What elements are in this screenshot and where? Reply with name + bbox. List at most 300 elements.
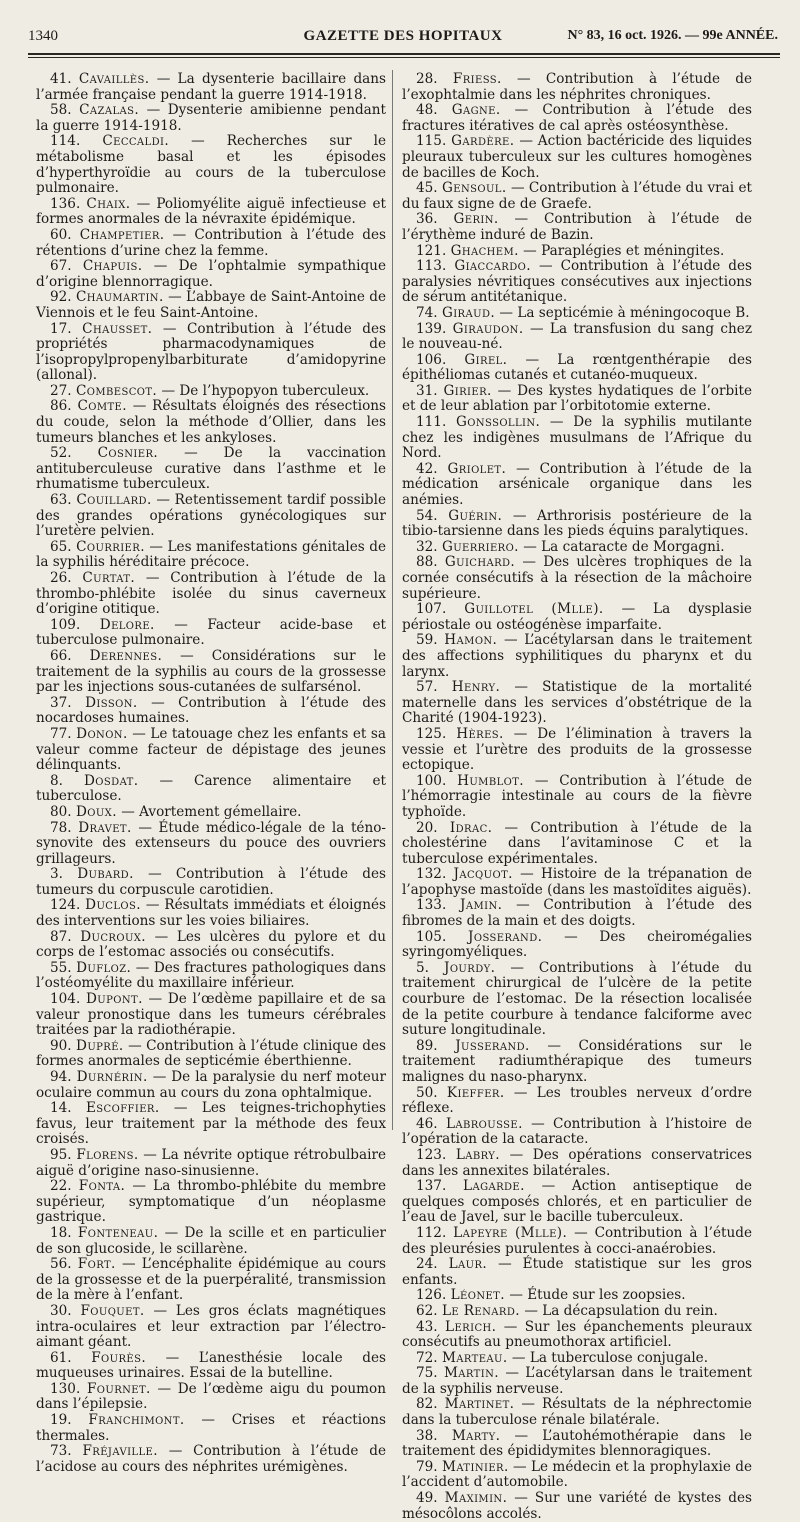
thesis-title: — L’abbaye de Saint-Antoine de Viennois et le feu Saint-Antoine.	[36, 289, 386, 321]
thesis-title: — Contribution à l’étude de la médication arsénicale organique dans les anémies.	[402, 460, 753, 509]
author-name: Henry.	[451, 679, 501, 696]
journal-title: GAZETTE DES HOPITAUX	[303, 28, 503, 44]
thesis-entry	[402, 244, 752, 260]
thesis-entry	[36, 228, 386, 259]
thesis-entry	[402, 212, 752, 243]
entry-number: 82.	[416, 1396, 438, 1413]
author-name: Duclos.	[85, 897, 141, 914]
header-rule-thin	[28, 57, 780, 58]
author-name: Dupont.	[86, 991, 143, 1008]
thesis-entry	[36, 493, 386, 540]
author-name: Idrac.	[449, 819, 493, 836]
thesis-entry	[402, 680, 752, 727]
author-name: Martin.	[443, 1365, 499, 1382]
entry-number: 106.	[416, 351, 447, 368]
author-name: Girier.	[443, 382, 492, 399]
thesis-entry	[402, 103, 752, 134]
entry-number: 41.	[50, 71, 72, 87]
entry-number: 111.	[416, 414, 447, 431]
thesis-entry	[36, 1382, 386, 1413]
entry-number: 27.	[50, 382, 72, 399]
thesis-entry	[402, 1288, 752, 1304]
author-name: Martinet.	[444, 1396, 515, 1413]
author-name: Jusserand.	[455, 1037, 530, 1054]
thesis-entry	[36, 399, 386, 446]
entry-number: 54.	[416, 507, 438, 524]
thesis-title: — La transfusion du sang chez le nouveau-né.	[402, 320, 752, 353]
entry-number: 114.	[50, 133, 81, 150]
thesis-title: — Crises et réactions thermales.	[36, 1412, 386, 1444]
thesis-entry	[402, 134, 752, 181]
entry-number: 24.	[416, 1256, 438, 1273]
author-name: Comte.	[77, 398, 127, 415]
thesis-title: — La tuberculose conjugale.	[511, 1349, 709, 1366]
thesis-entry	[36, 805, 386, 821]
thesis-title: — Contribution à l’étude des tumeurs du corpuscule carotidien.	[36, 866, 386, 898]
thesis-entry	[402, 259, 752, 306]
author-name: Cavaillès.	[78, 71, 150, 87]
thesis-entry	[402, 821, 752, 868]
author-name: Chaumartin.	[76, 289, 164, 306]
thesis-entry	[402, 1117, 752, 1148]
author-name: Champetier.	[79, 226, 165, 243]
author-name: Ceccaldi.	[102, 133, 170, 150]
entry-number: 75.	[416, 1365, 438, 1382]
thesis-entry	[36, 571, 386, 618]
entry-number: 66.	[50, 647, 72, 664]
thesis-title: — Contribution à l’étude du vrai et du faux signe de de Graefe.	[402, 180, 752, 212]
thesis-title: — Avortement gémellaire.	[121, 803, 302, 820]
entry-number: 22.	[50, 1178, 72, 1195]
author-name: Dufloz.	[76, 959, 132, 976]
thesis-entry	[402, 353, 752, 384]
thesis-entry	[36, 1257, 386, 1304]
thesis-title: — La rœntgenthérapie des épithéliomas cutanés et cutanéo-muqueux.	[402, 351, 752, 384]
thesis-entry	[402, 1320, 752, 1351]
author-name: Fréjaville.	[82, 1443, 158, 1460]
thesis-entry	[402, 384, 752, 415]
thesis-entry	[36, 384, 386, 400]
thesis-entry	[36, 290, 386, 321]
thesis-title: — Sur une variété de kystes des mésocôlons accolés.	[402, 1490, 752, 1522]
author-name: Giaccardo.	[454, 258, 531, 275]
thesis-title: — Contribution à l’étude de la thrombo-phlébite isolée du sinus caverneux d’origine otitique.	[36, 570, 386, 618]
entry-number: 78.	[50, 819, 72, 836]
thesis-entry	[36, 134, 386, 196]
page-header	[28, 28, 778, 50]
entry-number: 89.	[416, 1037, 438, 1054]
thesis-entry	[402, 555, 752, 602]
entry-number: 57.	[416, 679, 438, 696]
author-name: Dosdat.	[84, 772, 139, 789]
thesis-title: — Action bactéricide des liquides pleuraux tuberculeux sur les cultures homogènes de bacilles de Koch.	[402, 133, 752, 181]
thesis-title: — De l’œdème papillaire et de sa valeur pronostique dans les tumeurs cérébrales traitées par la radiothérapie.	[36, 991, 386, 1039]
author-name: Chaix.	[86, 195, 131, 212]
thesis-title: — L’autohémothérapie dans le traitement des épididymites blennoragiques.	[402, 1427, 752, 1460]
thesis-entry	[36, 1226, 386, 1257]
entry-number: 61.	[50, 1349, 72, 1366]
author-name: Griolet.	[447, 460, 507, 477]
entry-number: 107.	[416, 601, 447, 618]
author-name: Matinier.	[442, 1458, 509, 1475]
thesis-title: — De la paralysie du nerf moteur oculaire commun au cours du zona ophtalmique.	[36, 1069, 387, 1101]
author-name: Léonet.	[450, 1287, 505, 1304]
entry-number: 72.	[416, 1349, 438, 1366]
thesis-title: — L’acétylarsan dans le traitement de la syphilis nerveuse.	[402, 1365, 753, 1397]
thesis-entry	[36, 1101, 386, 1148]
thesis-title: — L’anesthésie locale des muqueuses urinaires. Essai de la butelline.	[36, 1349, 386, 1382]
thesis-entry	[36, 72, 386, 103]
author-name: Marty.	[451, 1427, 501, 1444]
thesis-entry	[36, 1351, 386, 1382]
entry-number: 30.	[50, 1302, 72, 1319]
thesis-title: — De la scille et en particulier de son glucoside, le scillarène.	[36, 1224, 387, 1257]
thesis-entry	[402, 1179, 752, 1226]
author-name: Hamon.	[444, 632, 498, 649]
entry-number: 32.	[416, 538, 438, 555]
thesis-title: — Contribution à l’étude des nocardoses humaines.	[36, 694, 386, 727]
author-name: Guerriero.	[441, 538, 519, 555]
thesis-title: — Contribution à l’histoire de l’opération de la cataracte.	[402, 1115, 752, 1148]
entry-number: 63.	[50, 492, 72, 509]
thesis-entry	[36, 1070, 386, 1101]
thesis-title: — Les teignes-trichophyties favus, leur traitement par la méthode des feux croisés.	[36, 1100, 386, 1148]
entry-number: 87.	[50, 928, 72, 945]
entry-number: 94.	[50, 1069, 72, 1085]
thesis-title: — La névrite optique rétrobulbaire aiguë d’origine naso-sinusienne.	[36, 1146, 386, 1179]
author-name: Kieffer.	[446, 1084, 505, 1101]
thesis-entry	[36, 103, 386, 134]
thesis-entry	[36, 1444, 386, 1475]
thesis-title: — Poliomyélite aiguë infectieuse et formes anormales de la névraxite épidémique.	[36, 195, 386, 228]
author-name: Combescot.	[75, 382, 158, 399]
author-name: Gensoul.	[442, 180, 507, 197]
thesis-title: — La dysenterie bacillaire dans l’armée française pendant la guerre 1914-1918.	[36, 71, 386, 103]
thesis-entry	[402, 1039, 752, 1086]
thesis-title: — Des cheiromégalies syringomyéliques.	[402, 928, 752, 961]
entry-number: 60.	[50, 226, 72, 243]
thesis-entry	[36, 867, 386, 898]
thesis-title: — Étude statistique sur les gros enfants.	[402, 1256, 752, 1288]
right-column	[402, 71, 753, 1522]
author-name: Gardère.	[451, 133, 515, 150]
thesis-title: — La cataracte de Morgagni.	[523, 538, 725, 555]
entry-number: 67.	[50, 258, 72, 275]
entry-number: 28.	[416, 71, 438, 87]
thesis-title: — Statistique de la mortalité maternelle dans les services d’obstétrique de la Charité (1904-1923).	[402, 679, 752, 727]
thesis-title: — Les ulcères du pylore et du corps de l’estomac associés ou consécutifs.	[36, 928, 387, 961]
entry-number: 37.	[50, 694, 72, 711]
author-name: Dubard.	[77, 866, 134, 883]
thesis-entry	[402, 1397, 752, 1428]
thesis-entry	[402, 509, 752, 540]
entry-number: 3.	[50, 866, 63, 883]
author-name: Durnérin.	[76, 1069, 148, 1085]
author-name: Dupré.	[76, 1037, 124, 1054]
thesis-entry	[402, 867, 752, 898]
thesis-title: — Contribution à l’étude des propriétés pharmacodynamiques de l’isopropylpropenylbarbiturate d’amidopyrine (allonal).	[36, 320, 386, 384]
author-name: Chausset.	[82, 320, 153, 337]
thesis-title: — Étude sur les zoopsies.	[509, 1287, 686, 1304]
author-name: Labry.	[455, 1146, 501, 1163]
thesis-entry	[402, 1460, 752, 1491]
thesis-entry	[402, 1491, 752, 1522]
thesis-title: — Arthrorisis postérieure de la tibio-tarsienne dans les pieds équins paralytiques.	[402, 507, 752, 540]
thesis-entry	[36, 540, 386, 571]
author-name: Fonteneau.	[77, 1224, 159, 1241]
entry-number: 125.	[416, 725, 447, 742]
entry-number: 130.	[50, 1380, 81, 1397]
thesis-title: — Les gros éclats magnétiques intra-oculaires et leur extraction par l’électro-aimant géant.	[36, 1302, 386, 1351]
thesis-entry	[36, 727, 386, 774]
thesis-title: — Des fractures pathologiques dans l’ostéomyélite du maxillaire inférieur.	[36, 959, 386, 992]
entry-number: 112.	[416, 1224, 447, 1241]
author-name: Jamin.	[460, 897, 503, 914]
author-name: Girel.	[464, 351, 508, 368]
entry-number: 123.	[416, 1146, 447, 1163]
thesis-entry	[402, 1366, 752, 1397]
author-name: Lerich.	[445, 1318, 497, 1335]
thesis-entry	[402, 1148, 752, 1179]
author-name: Guichard.	[444, 554, 516, 571]
issue-info: N° 83, 16 oct. 1926. — 99e ANNÉE.	[567, 28, 778, 43]
thesis-title: — Contribution à l’étude des fibromes de la main et des doigts.	[402, 897, 752, 930]
author-name: Ghachem.	[450, 242, 519, 259]
author-name: Franchimont.	[88, 1412, 185, 1429]
author-name: Humblot.	[457, 772, 524, 789]
thesis-title: — L’acétylarsan dans le traitement des affections syphilitiques du pharynx et du larynx.	[402, 632, 752, 680]
entry-number: 50.	[416, 1084, 438, 1101]
page-number: 1340	[28, 28, 58, 44]
entry-number: 137.	[416, 1178, 447, 1195]
entry-number: 8.	[50, 772, 63, 789]
entry-number: 105.	[416, 928, 447, 945]
entry-number: 45.	[416, 180, 438, 197]
author-name: Friess.	[452, 71, 502, 87]
thesis-entry	[36, 1148, 386, 1179]
thesis-entry	[402, 898, 752, 929]
entry-number: 26.	[50, 570, 72, 586]
entry-number: 109.	[50, 616, 81, 633]
thesis-title: — La dysplasie périostale ou ostéogénèse imparfaite.	[402, 601, 752, 633]
thesis-entry	[36, 696, 386, 727]
thesis-title: — Contribution à l’étude de l’hémorragie intestinale au cours de la fièvre typhoïde.	[402, 772, 753, 820]
thesis-title: — Considérations sur le traitement de la syphilis au cours de la grossesse par les injections sous-cutanées de sulfarsénol.	[36, 647, 387, 696]
author-name: Gagne.	[451, 102, 501, 119]
thesis-title: — De l’œdème aigu du poumon dans l’épilepsie.	[36, 1380, 386, 1413]
entry-number: 18.	[50, 1224, 72, 1241]
author-name: Fouquet.	[80, 1302, 145, 1319]
thesis-entry	[402, 181, 752, 212]
author-name: Giraud.	[441, 304, 496, 321]
thesis-title: — Contribution à l’étude des fractures itératives de cal après ostéosynthèse.	[402, 102, 752, 134]
thesis-title: — Histoire de la trépanation de l’apophyse mastoïde (dans les mastoïdites aiguës).	[402, 866, 753, 898]
thesis-entry	[402, 1086, 752, 1117]
entry-number: 74.	[416, 304, 438, 321]
thesis-title: — Considérations sur le traitement radiumthérapique des tumeurs malignes du naso-pharynx.	[402, 1037, 752, 1085]
author-name: Marteau.	[441, 1349, 508, 1366]
author-name: Laur.	[448, 1256, 488, 1273]
author-name: Giraudon.	[452, 320, 524, 337]
thesis-entry	[402, 1226, 752, 1257]
author-name: Doux.	[75, 803, 117, 820]
thesis-entry	[36, 961, 386, 992]
entry-number: 46.	[416, 1115, 438, 1132]
entry-number: 36.	[416, 211, 438, 228]
author-name: Fonta.	[78, 1178, 126, 1195]
thesis-title: — De l’élimination à travers la vessie et l’urètre des produits de la grossesse ectopique.	[402, 725, 752, 774]
entry-number: 73.	[50, 1443, 72, 1460]
author-name: Gonssollin.	[455, 414, 541, 431]
thesis-title: — Le tatouage chez les enfants et sa valeur comme facteur de dépistage des jeunes délinquants.	[36, 725, 386, 774]
thesis-entry	[36, 1304, 386, 1351]
author-name: Chapuis.	[82, 258, 143, 275]
author-name: Jourdy.	[443, 959, 496, 976]
thesis-title: — De la syphilis mutilante chez les indigènes musulmans de l’Afrique du Nord.	[402, 414, 752, 462]
thesis-title: — Des ulcères trophiques de la cornée consécutifs à la résection de la mâchoire supérieure.	[402, 554, 752, 602]
thesis-entry	[36, 898, 386, 929]
author-name: Donon.	[76, 725, 128, 742]
thesis-entry	[402, 540, 752, 556]
entry-number: 14.	[50, 1100, 72, 1117]
thesis-title: — Contribution à l’étude de la cholestérine dans l’avitaminose C et la tuberculose expérimentales.	[402, 819, 752, 867]
thesis-title: — Contribution à l’étude des paralysies névritiques consécutives aux injections de sérum antitétanique.	[402, 258, 752, 306]
entry-number: 62.	[416, 1302, 438, 1319]
entry-number: 126.	[416, 1287, 447, 1304]
entry-number: 19.	[50, 1412, 72, 1429]
thesis-title: — Le médecin et la prophylaxie de l’accident d’automobile.	[402, 1458, 753, 1491]
thesis-title: — Contribution à l’étude de l’érythème induré de Bazin.	[402, 211, 753, 243]
entry-number: 20.	[416, 819, 438, 836]
author-name: Dravet.	[78, 819, 132, 836]
thesis-entry	[402, 727, 752, 774]
author-name: Labrousse.	[445, 1115, 523, 1132]
thesis-title: — Dysenterie amibienne pendant la guerre 1914-1918.	[36, 102, 386, 134]
author-name: Cosnier.	[97, 445, 159, 462]
author-name: Jacquot.	[453, 866, 513, 883]
thesis-entry	[402, 1257, 752, 1288]
entry-number: 49.	[416, 1490, 438, 1507]
author-name: Guérin.	[448, 507, 503, 524]
thesis-title: — Recherches sur le métabolisme basal et les épisodes d’hyperthyroïdie au cours de la tuberculose pulmonaire.	[36, 133, 386, 197]
author-name: Courrier.	[76, 538, 145, 555]
entry-number: 52.	[50, 445, 72, 462]
entry-number: 38.	[416, 1427, 438, 1444]
entry-number: 136.	[50, 195, 81, 212]
author-name: Cazalas.	[79, 102, 140, 119]
thesis-entry	[36, 992, 386, 1039]
thesis-title: — Résultats éloignés des résections du coude, selon la méthode d’Ollier, dans les tumeurs blanches et les ankyloses.	[36, 398, 386, 446]
thesis-entry	[36, 446, 386, 493]
author-name: Delore.	[99, 616, 155, 633]
author-name: Disson.	[85, 694, 138, 711]
thesis-entry	[402, 602, 752, 633]
entry-number: 95.	[50, 1146, 72, 1163]
thesis-entry	[36, 1413, 386, 1444]
thesis-title: — Sur les épanchements pleuraux consécutifs au pneumothorax artificiel.	[402, 1318, 752, 1351]
thesis-title: — Les troubles nerveux d’ordre réflexe.	[402, 1084, 753, 1117]
thesis-title: — Résultats de la néphrectomie dans la tuberculose rénale bilatérale.	[402, 1396, 752, 1429]
thesis-title: — De l’ophtalmie sympathique d’origine blennorragique.	[36, 258, 386, 290]
author-name: Florens.	[76, 1146, 139, 1163]
thesis-title: — La thrombo-phlébite du membre supérieur, symptomatique d’un néoplasme gastrique.	[36, 1178, 386, 1226]
thesis-entry	[36, 259, 386, 290]
thesis-title: — Paraplégies et méningites.	[523, 242, 725, 259]
entry-number: 65.	[50, 538, 72, 555]
thesis-entry	[36, 618, 386, 649]
thesis-title: — Contribution à l’étude de l’exophtalmie dans les néphrites chroniques.	[402, 71, 753, 103]
author-name: Hères.	[456, 725, 504, 742]
thesis-title: — Les manifestations génitales de la syphilis héréditaire précoce.	[36, 538, 386, 571]
author-name: Fort.	[77, 1256, 116, 1273]
author-name: Curtat.	[82, 570, 136, 586]
thesis-entry	[402, 1429, 752, 1460]
author-name: Maximin.	[444, 1490, 508, 1507]
entry-number: 90.	[50, 1037, 72, 1054]
entry-number: 115.	[416, 133, 447, 150]
column-divider	[392, 70, 393, 1130]
author-name: Couillard.	[76, 492, 152, 509]
thesis-entry	[36, 821, 386, 868]
thesis-title: — La décapsulation du rein.	[524, 1302, 718, 1319]
thesis-entry	[36, 774, 386, 805]
thesis-entry	[36, 197, 386, 228]
thesis-entry	[402, 633, 752, 680]
thesis-entry	[402, 1351, 752, 1367]
entry-number: 139.	[416, 320, 447, 337]
entry-number: 42.	[416, 460, 438, 477]
author-name: Ducroux.	[80, 928, 147, 945]
thesis-entry	[402, 961, 752, 1039]
entry-number: 79.	[416, 1458, 438, 1475]
thesis-title: — La septicémie à méningocoque B.	[499, 304, 750, 321]
entry-number: 59.	[416, 632, 438, 649]
entry-number: 113.	[416, 258, 447, 275]
author-name: Lagarde.	[463, 1178, 525, 1195]
author-name: Gerin.	[453, 211, 499, 228]
thesis-entry	[36, 930, 386, 961]
thesis-entry	[36, 1039, 386, 1070]
author-name: Guillotel (Mlle).	[464, 601, 604, 618]
thesis-entry	[402, 774, 752, 821]
entry-number: 56.	[50, 1256, 72, 1273]
entry-number: 80.	[50, 803, 72, 820]
entry-number: 92.	[50, 289, 72, 306]
entry-number: 55.	[50, 959, 72, 976]
thesis-title: — Des opérations conservatrices dans les annexites bilatérales.	[402, 1146, 752, 1179]
entry-number: 104.	[50, 991, 81, 1008]
thesis-entry	[402, 72, 752, 103]
entry-number: 43.	[416, 1318, 438, 1335]
thesis-entry	[402, 306, 752, 322]
author-name: Le Renard.	[441, 1302, 520, 1319]
author-name: Fournet.	[86, 1380, 151, 1397]
thesis-title: — Contribution à l’étude clinique des formes anormales de septicémie éberthienne.	[36, 1037, 386, 1070]
thesis-entry	[36, 649, 386, 696]
entry-number: 86.	[50, 398, 72, 415]
thesis-entry	[402, 415, 752, 462]
author-name: Derennes.	[89, 647, 163, 664]
thesis-title: — Carence alimentaire et tuberculose.	[36, 772, 386, 805]
thesis-title: — Résultats immédiats et éloignés des interventions sur les voies biliaires.	[36, 897, 387, 930]
entry-number: 5.	[416, 959, 429, 976]
thesis-title: — Facteur acide-base et tuberculose pulmonaire.	[36, 616, 386, 649]
entry-number: 48.	[416, 102, 438, 119]
thesis-title: — Contribution à l’étude des rétentions d’urine chez la femme.	[36, 226, 386, 259]
entry-number: 77.	[50, 725, 72, 742]
entry-number: 31.	[416, 382, 438, 399]
entry-number: 100.	[416, 772, 447, 789]
